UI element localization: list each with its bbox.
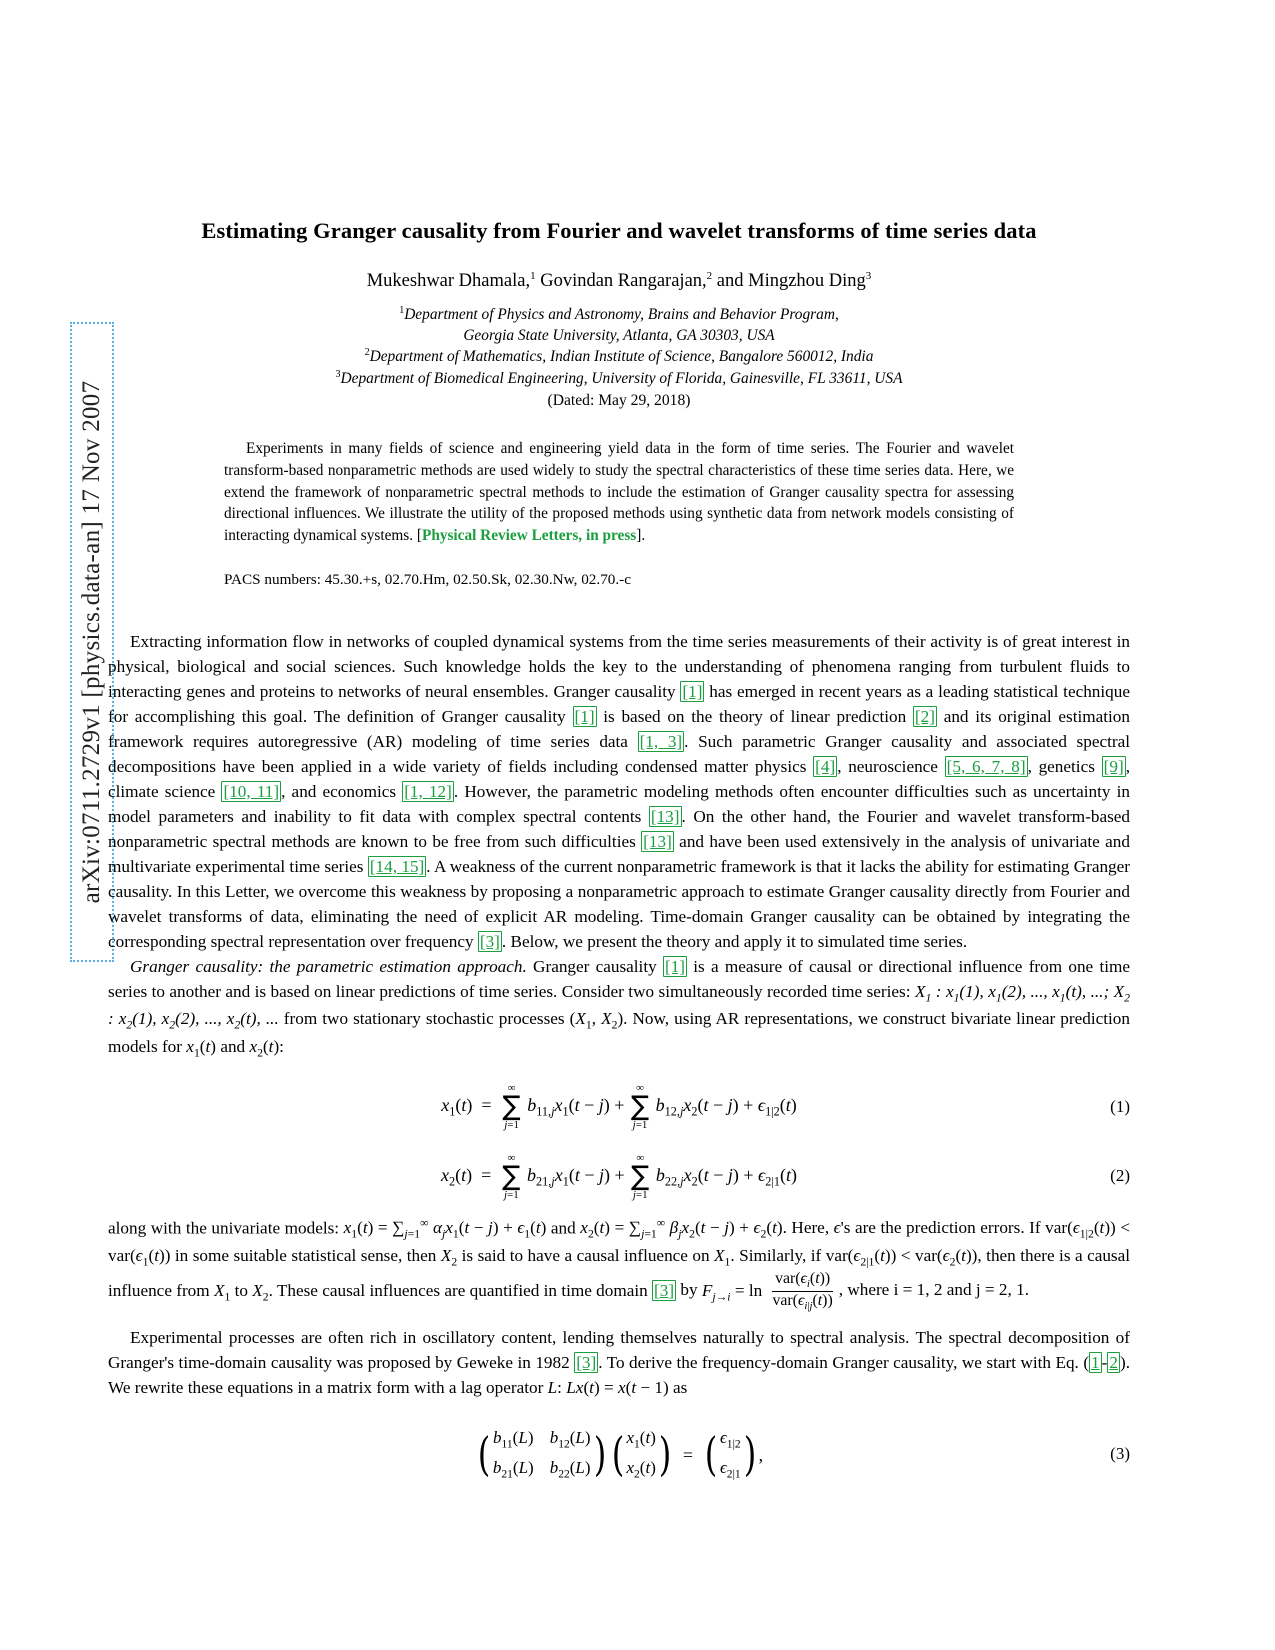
- citation-11[interactable]: [13]: [643, 831, 672, 851]
- right-paren: ): [593, 1427, 606, 1482]
- para3-seg4: by: [676, 1280, 702, 1300]
- paper-content: [108, 218, 1130, 1487]
- affiliation-1: $^1$Department of Physics and Astronomy, Brains and Behavior Program,: [399, 305, 839, 324]
- citation-5[interactable]: [4]: [815, 756, 836, 776]
- para1-seg5: . Such parametric Granger causality and associated spectral decompositions have been applied in a wide variety of fields including condensed matter physics: [108, 731, 1131, 776]
- citation-10[interactable]: [13]: [650, 806, 680, 826]
- left-paren: (: [611, 1427, 624, 1482]
- citation-16[interactable]: [3]: [576, 1352, 597, 1372]
- para3-inline-eq1: $x_1(t) = \sum_{j=1}^\infty$ $\alpha_jx_1(t - j) + \epsilon_1(t)$: [343, 1216, 547, 1241]
- pacs-numbers: PACS numbers: 45.30.+s, 02.70.Hm, 02.50.Sk, 02.30.Nw, 02.70.-c: [224, 570, 631, 588]
- affiliation-3: $^3$Department of Biomedical Engineering, University of Florida, Gainesville, FL 33611, USA: [335, 368, 903, 387]
- para2-seg3: from two stationary stochastic processes ($X_1$, $X_2$). Now, using AR representations, we construct bivariate linear prediction models for $x_1(t)$ and $x_2(t)$:: [108, 1009, 1130, 1060]
- summation-symbol: ∞ ∑ j=1: [631, 1152, 650, 1201]
- arxiv-stamp: arXiv:0711.2729v1 [physics.data-an] 17 Nov 2007: [70, 322, 114, 962]
- paragraph-4: [108, 1325, 1130, 1400]
- citation-12[interactable]: [14, 15]: [369, 856, 425, 876]
- affiliation-1b: Georgia State University, Atlanta, GA 30303, USA: [463, 326, 775, 344]
- para3-inline-eq3: $F_{j\to i} = \ln$ $\frac{var(\epsilon_i(t))}{var(\epsilon_{i|j}(t))}$: [701, 1270, 833, 1313]
- para1-seg6: , neuroscience: [837, 756, 945, 776]
- para1-seg10: . However, the parametric modeling methods often encounter difficulties such as uncertainty in model parameters and inability to fit data with complex spectral contents: [108, 781, 1130, 826]
- para2-seg2: is a measure of causal or directional influence from one time series to another and is based on linear predictions of time series. Consider two simultaneously recorded time series:: [108, 957, 1130, 1002]
- abstract-text-1: Experiments in many fields of science and engineering yield data in the form of time series. The Fourier and wavelet transform-based nonparametric methods are used widely to study the spectral characteristics of these time series data. Here, we extend the framework of nonparametric spectral methods to include the estimation of Granger causality spectra for assessing directional influences. We illustrate the utility of the proposed methods using synthetic data from network models consisting of interacting dynamical systems. [: [224, 440, 1014, 545]
- abstract: [224, 438, 1014, 547]
- equation-1-number: (1): [1110, 1096, 1130, 1116]
- para1-seg3: is based on the theory of linear prediction: [596, 706, 913, 726]
- right-paren: ): [658, 1427, 672, 1482]
- para1-seg2: has emerged in recent years as a leading statistical technique for accomplishing this goal. The definition of Granger causality: [108, 681, 1130, 726]
- paragraph-2: [108, 954, 1130, 1061]
- right-paren: ): [743, 1427, 756, 1482]
- summation-symbol: ∞ ∑ j=1: [630, 1082, 650, 1132]
- citation-7[interactable]: [9]: [1103, 756, 1124, 776]
- citation-3[interactable]: [2]: [914, 706, 935, 726]
- para3-seg1: along with the univariate models:: [108, 1218, 344, 1238]
- para1-seg1: Extracting information flow in networks of coupled dynamical systems from the time series measurements of their activity is of great interest in physical, biological and social sciences. Such knowledge holds the key to the understanding of phenomena ranging from turbulent fluids to interacting genes and proteins to networks of neural ensembles. Granger causality: [108, 631, 1130, 701]
- equation-2-body: $x_2(t)$ = ∞ ∑ j=1 $b_{21,j}x_1(t - j)$ + ∞ ∑ j=1 $b_{22,j}x_2(t - j) + \epsilon_{2|1}(t)$: [440, 1152, 797, 1201]
- para1-seg13: . A weakness of the current nonparametric framework is that it lacks the ability for estimating Granger causality. In this Letter, we overcome this weakness by proposing a nonparametric approach to estimate Granger causality directly from Fourier and wavelet transforms of data, eliminating the need of explicit AR modeling. Time-domain Granger causality can be obtained by integrating the corresponding spectral representation over frequency: [108, 856, 1130, 951]
- paragraph-3: [108, 1215, 1130, 1313]
- para3-seg5: , where i = 1, 2 and j = 2, 1.: [838, 1280, 1029, 1300]
- matrix-coefficients: $b_{11}(L)$ $b_{12}(L)$ $b_{21}(L)$ $b_{22}(L)$: [492, 1427, 591, 1481]
- para1-seg14: . Below, we present the theory and apply it to simulated time series.: [501, 931, 968, 951]
- citation-13[interactable]: [3]: [479, 931, 500, 951]
- citation-6[interactable]: [5, 6, 7, 8]: [946, 756, 1026, 776]
- para1-seg11: . On the other hand, the Fourier and wavelet transform-based nonparametric spectral methods are known to be free from such difficulties: [108, 806, 1130, 851]
- equation-1-body: $x_1(t)$ = ∞ ∑ j=1 $b_{11,j}x_1(t - j)$ + ∞ ∑ j=1 $b_{12,j}x_2(t - j) + \epsilon_{1|2}(t)$: [441, 1082, 797, 1132]
- citation-2[interactable]: [1]: [574, 706, 595, 726]
- para2-seg1: Granger causality: [526, 957, 663, 976]
- affiliations: [108, 304, 1130, 412]
- para2-series: $X_1$ : $x_1(1)$, $x_1(2)$, ..., $x_1(t)$, ...; $X_2$ : $x_2(1)$, $x_2(2)$, ..., $x_2(t)$, ...: [108, 982, 1130, 1032]
- author-list: Mukeshwar Dhamala,$^1$ Govindan Rangarajan,$^2$ and Mingzhou Ding$^3$: [366, 270, 872, 292]
- equation-ref-2[interactable]: 2: [1109, 1352, 1118, 1372]
- summation-symbol: ∞ ∑ j=1: [502, 1082, 521, 1132]
- equation-2-number: (2): [1110, 1166, 1130, 1186]
- para4-dash: -: [1101, 1352, 1108, 1372]
- citation-9[interactable]: [1, 12]: [404, 781, 452, 801]
- page-title: Estimating Granger causality from Fourier and wavelet transforms of time series data: [201, 218, 1037, 243]
- para1-seg12: and have been used extensively in the analysis of univariate and multivariate experimental time series: [108, 831, 1130, 876]
- equation-1: [108, 1083, 1130, 1131]
- citation-8[interactable]: [10, 11]: [223, 781, 280, 801]
- para3-seg3: . Here, ϵ's are the prediction errors. If $var(\epsilon_{1|2}(t)) < var(\epsilon_1(t))$ in some suitable statistical sense, then $X_2$ is said to have a causal influence on $X_1$. Similarly, if $var(\epsilon_{2|1}(t)) < var(\epsilon_2(t))$, then there is a causal influence from $X_1$ to $X_2$. These causal influences are quantified in time domain: [108, 1218, 1131, 1303]
- left-paren: (: [477, 1427, 491, 1482]
- citation-15[interactable]: [3]: [654, 1280, 675, 1300]
- para3-inline-eq2: $x_2(t) = \sum_{j=1}^\infty$ $\beta_jx_2(t - j) + \epsilon_2(t)$: [580, 1216, 783, 1241]
- para3-seg2: and: [546, 1218, 581, 1238]
- paragraph-1: [108, 629, 1130, 954]
- body-text: [108, 629, 1130, 1484]
- equation-3-body: ( $b_{11}(L)$ $b_{12}(L)$ $b_{21}(L)$ $b_{22}(L)$ ) ( $x_1(t)$ $x_2(t)$ ) = ( $\epsilon_{1|2}$ $\epsilon_{2|1}$ ) ,: [475, 1426, 763, 1483]
- para2-italic-lead: Granger causality: the parametric estimation approach.: [130, 957, 527, 976]
- matrix-variables: $x_1(t)$ $x_2(t)$: [626, 1427, 656, 1481]
- para4-seg2: . To derive the frequency-domain Granger causality, we start with Eq. (: [598, 1352, 1090, 1372]
- citation-14[interactable]: [1]: [664, 957, 686, 976]
- para4-seg1: Experimental processes are often rich in oscillatory content, lending themselves naturally to spectral analysis. The spectral decomposition of Granger's time-domain causality was proposed by Geweke in 1982: [108, 1327, 1130, 1372]
- abstract-text-2: ].: [636, 527, 646, 545]
- matrix-noise: $\epsilon_{1|2}$ $\epsilon_{2|1}$: [719, 1427, 741, 1481]
- abstract-highlight: Physical Review Letters, in press: [421, 527, 637, 545]
- dated-line: (Dated: May 29, 2018): [547, 392, 691, 410]
- citation-1[interactable]: [1]: [682, 681, 703, 701]
- para4-seg3: ). We rewrite these equations in a matrix form with a lag operator L: Lx(t) = x(t − 1) as: [108, 1352, 1130, 1397]
- equation-2: [108, 1153, 1130, 1201]
- summation-symbol: ∞ ∑ j=1: [502, 1152, 521, 1201]
- left-paren: (: [704, 1427, 718, 1482]
- para1-seg8: , climate science: [108, 756, 1130, 801]
- para1-seg7: , genetics: [1027, 756, 1102, 776]
- equation-3: [108, 1426, 1130, 1483]
- equation-ref-1[interactable]: 1: [1091, 1352, 1100, 1372]
- equation-3-number: (3): [1110, 1444, 1130, 1464]
- para1-seg4: and its original estimation framework requires autoregressive (AR) modeling of time series data: [108, 706, 1130, 751]
- affiliation-2: $^2$Department of Mathematics, Indian Institute of Science, Bangalore 560012, India: [364, 347, 874, 366]
- citation-4[interactable]: [1, 3]: [639, 731, 683, 751]
- para1-seg9: , and economics: [281, 781, 403, 801]
